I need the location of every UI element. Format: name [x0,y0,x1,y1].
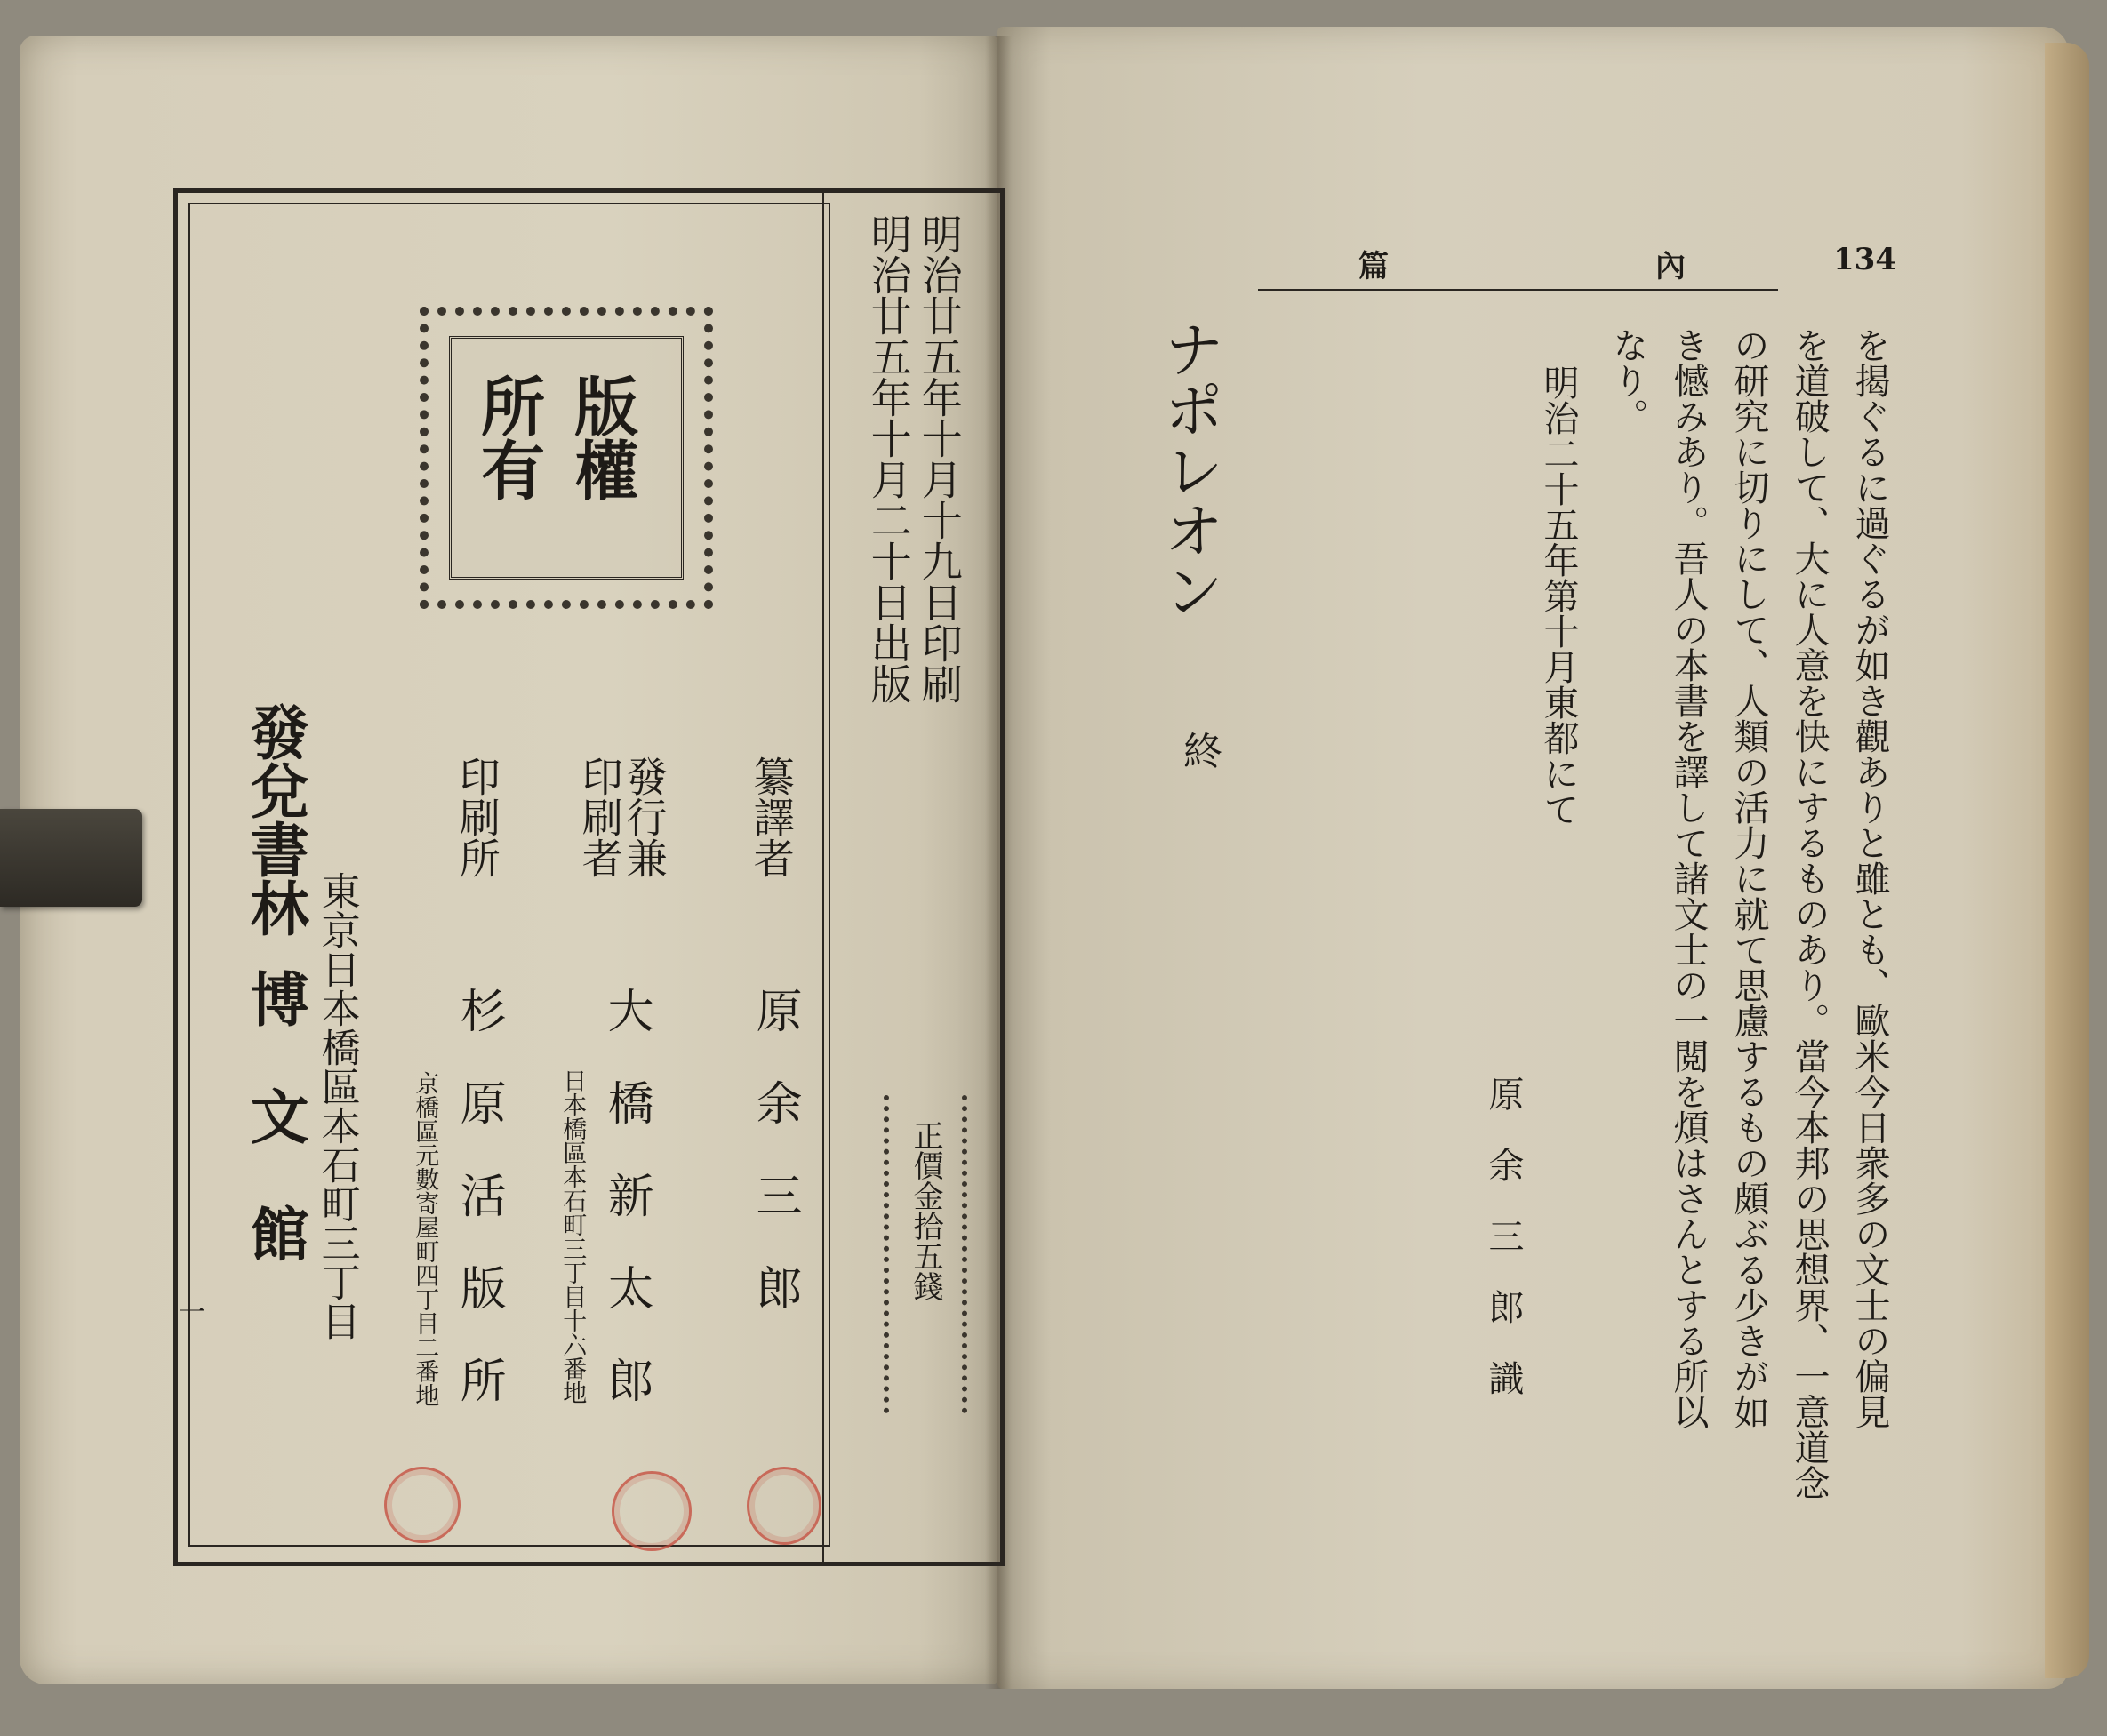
compiler-name: 原 余 三 郎 [748,987,802,1310]
body-column-2: を道破して、大に人意を快にするものあり。當今本邦の思想界、一意道念 [1789,327,1830,1500]
copyright-seal-text-1: 版權 [564,373,639,501]
preface-signature: 原 余 三 郎 識 [1483,1076,1524,1396]
distributor-name: 博 文 館 [240,969,310,1262]
copyright-seal-text-2: 所有 [470,373,546,501]
body-column-5: なり。 [1607,327,1648,434]
body-column-1: を揭ぐるに過ぐるが如き觀ありと雖とも、歐米今日衆多の文士の偏見 [1849,327,1890,1429]
red-stamp-3 [747,1467,821,1545]
end-mark: 終 [1176,731,1222,770]
page-mark: 一 [173,1298,204,1324]
page-number: 134 [1833,242,1896,277]
page-edge [2045,43,2089,1678]
preface-date: 明治二十五年第十月東都にて [1538,364,1579,827]
running-head-2: 篇 [1358,249,1389,284]
publisher-address: 日本橋區本石町三丁目十六番地 [558,1068,587,1404]
distributor-role: 發兌書林 [240,702,310,937]
red-stamp-2 [612,1471,692,1551]
red-stamp-1 [384,1467,461,1543]
body-column-4: き憾みあり。吾人の本書を譯して諸文士の一閲を煩はさんとする所以 [1668,327,1709,1429]
print-date: 明治廿五年十月十九日印刷 [915,213,964,704]
running-head-rule [1258,289,1778,291]
printer-name: 杉 原 活 版 所 [452,987,506,1403]
distributor-address: 東京日本橋區本石町三丁目 [314,871,360,1340]
printer-role: 印刷所 [453,756,501,878]
body-column-3: の研究に切りにして、人類の活力に就て思慮するもの頗ぶる少きが如 [1728,327,1769,1429]
publisher-role-2: 印刷者 [575,756,624,878]
running-head-1: 內 [1655,249,1686,284]
end-title: ナポレオン [1153,318,1224,620]
publisher-role-1: 發行兼 [620,756,669,878]
publish-date: 明治廿五年十月二十日出版 [864,213,913,704]
date-column-divider [822,188,824,1564]
bookmark-tab [0,809,142,907]
compiler-role: 纂譯者 [747,756,796,878]
printer-address: 京橋區元數寄屋町四丁目二番地 [411,1071,439,1407]
publisher-name: 大 橋 新 太 郎 [599,987,653,1403]
price: 正價金拾五錢 [908,1120,944,1301]
right-page [997,27,2069,1689]
